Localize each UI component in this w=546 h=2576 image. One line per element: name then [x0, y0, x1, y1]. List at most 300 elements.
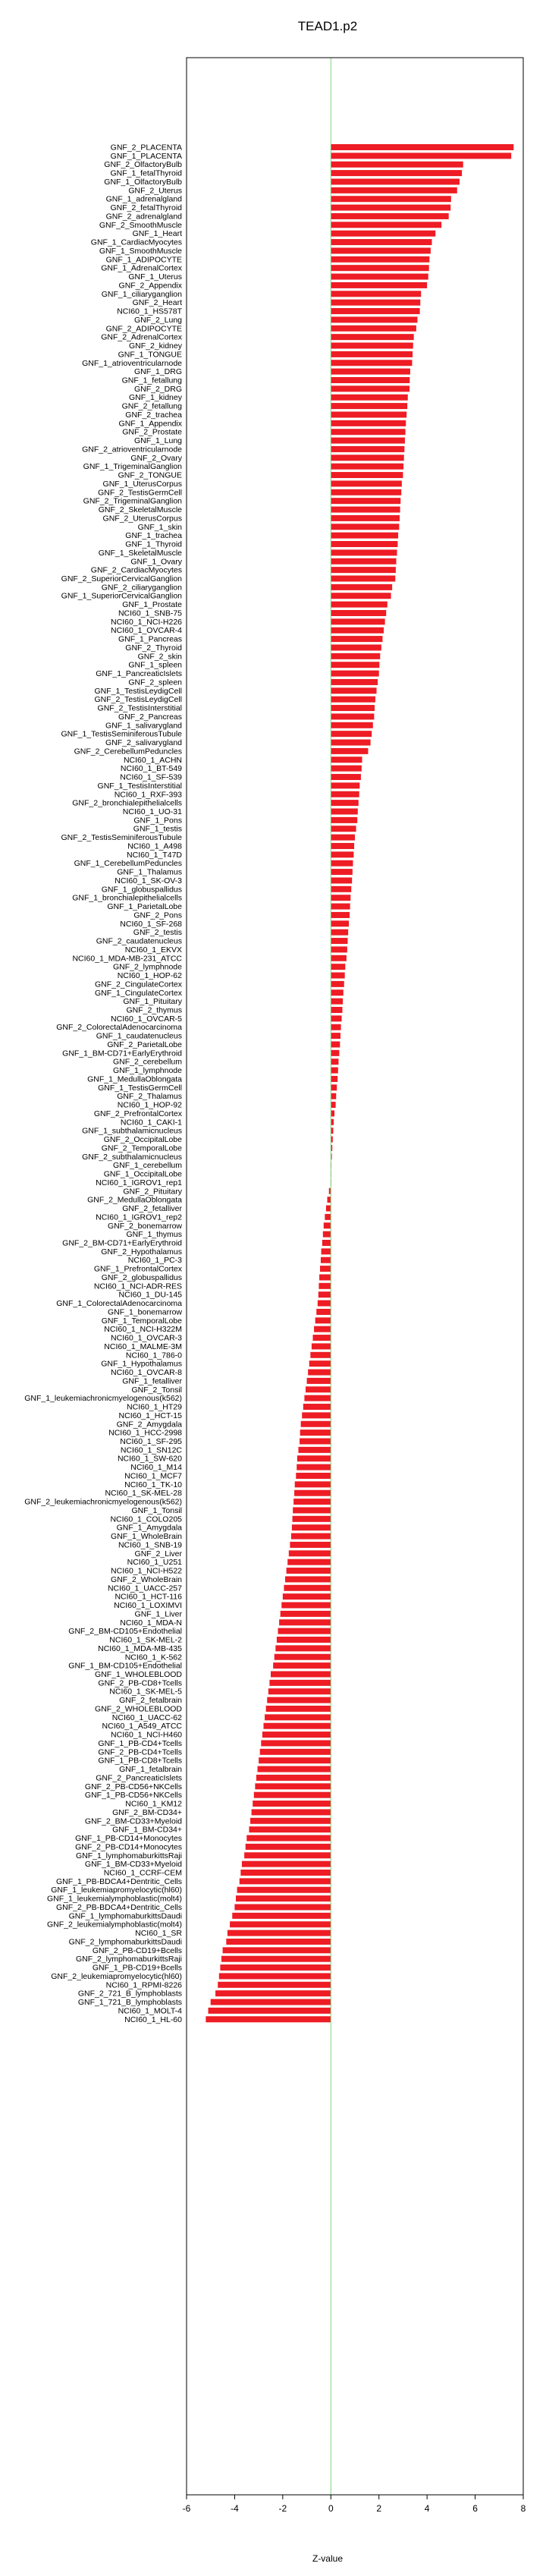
bar	[230, 1921, 331, 1927]
x-tick-label: -2	[278, 2503, 287, 2514]
bar	[269, 1680, 331, 1686]
category-label: NCI60_1_NCI-H226	[111, 617, 182, 627]
bar	[244, 1852, 331, 1858]
bar	[331, 817, 357, 823]
bar	[331, 558, 396, 565]
category-label: NCI60_1_NCI-ADR-RES	[93, 1282, 182, 1291]
bar	[302, 1412, 331, 1418]
bar	[325, 1214, 331, 1220]
bar	[331, 593, 391, 599]
bar	[287, 1568, 331, 1574]
category-label: GNF_1_UterusCorpus	[102, 479, 182, 489]
category-label: GNF_1_TestisGermCell	[98, 1083, 182, 1093]
category-label: NCI60_1_TK-10	[124, 1480, 182, 1489]
category-label: GNF_1_ColorectalAdenocarcinoma	[56, 1299, 182, 1309]
category-label: GNF_1_fetalbrain	[119, 1765, 182, 1775]
bar	[331, 222, 441, 228]
category-label: NCI60_1_IGROV1_rep2	[96, 1213, 182, 1222]
bar	[331, 835, 355, 841]
category-label: GNF_2_ADIPOCYTE	[105, 324, 182, 334]
category-label: GNF_2_OlfactoryBulb	[104, 160, 182, 170]
bar	[226, 1939, 331, 1945]
category-label: GNF_2_SkeletalMuscle	[98, 505, 182, 515]
category-label: GNF_1_fetalliver	[122, 1376, 182, 1386]
category-label: GNF_2_Thalamus	[117, 1092, 182, 1102]
category-label: GNF_2_Amygdala	[116, 1420, 182, 1430]
bar	[309, 1360, 331, 1367]
bar	[331, 826, 356, 832]
bar	[331, 576, 395, 582]
category-label: GNF_1_WholeBrain	[111, 1532, 182, 1542]
category-label: NCI60_1_NCI-H460	[111, 1730, 182, 1740]
x-tick-label: 0	[328, 2503, 334, 2514]
category-label: NCI60_1_HCT-116	[115, 1592, 182, 1602]
bar	[331, 869, 353, 875]
bar	[326, 1206, 331, 1212]
category-label: GNF_1_Liver	[134, 1609, 182, 1619]
category-label: GNF_1_lymphomaburkittsDaudi	[68, 1911, 182, 1921]
bar	[312, 1343, 331, 1349]
category-label: GNF_2_atrioventricularnode	[82, 445, 182, 454]
bar	[331, 247, 431, 253]
category-label: NCI60_1_SF-539	[120, 772, 182, 782]
category-label: GNF_2_lymphnode	[112, 962, 182, 972]
category-label: GNF_2_BM-CD33+Myeloid	[84, 1816, 182, 1826]
bar	[331, 851, 353, 857]
bar	[331, 170, 462, 176]
bar	[331, 489, 401, 495]
category-label: GNF_1_Prostate	[122, 600, 182, 610]
category-label: GNF_1_721_B_lymphoblasts	[77, 1998, 182, 2008]
bar	[304, 1395, 331, 1401]
category-label: GNF_1_ParietalLobe	[107, 902, 182, 912]
bar	[331, 524, 399, 530]
category-label: GNF_2_salivarygland	[105, 738, 182, 748]
category-label: GNF_2_OccipitalLobe	[103, 1135, 182, 1145]
bar	[300, 1439, 331, 1445]
category-label: GNF_2_Pituitary	[123, 1187, 182, 1197]
bar	[263, 1723, 331, 1729]
category-label: GNF_1_Ovary	[130, 557, 182, 567]
category-label: GNF_2_TestisSeminiferousTubule	[61, 833, 182, 843]
category-label: GNF_1_PancreaticIslets	[96, 669, 182, 679]
category-label: GNF_1_lymphnode	[112, 1066, 182, 1076]
category-label: GNF_1_Pancreas	[118, 634, 182, 644]
category-label: GNF_1_Uterus	[128, 272, 182, 282]
category-label: GNF_2_Appendix	[118, 281, 182, 291]
category-label: GNF_1_trachea	[125, 531, 182, 541]
category-label: GNF_1_PB-CD56+NKCells	[84, 1791, 182, 1801]
category-label: GNF_2_PB-CD19+Bcells	[92, 1945, 182, 1955]
bar	[331, 808, 358, 814]
bars-layer	[206, 144, 513, 2022]
bar	[300, 1430, 331, 1436]
bar	[206, 2016, 331, 2022]
category-label: GNF_1_fetalThyroid	[110, 168, 182, 178]
category-label: GNF_1_AdrenalCortex	[101, 263, 182, 273]
category-label: GNF_2_cerebellum	[112, 1057, 182, 1067]
category-label: NCI60_1_HOP-92	[117, 1100, 182, 1110]
category-label: NCI60_1_HT29	[127, 1402, 182, 1412]
bar	[236, 1895, 331, 1901]
category-label: GNF_2_CerebellumPeduncles	[74, 747, 182, 756]
bar	[262, 1731, 331, 1738]
bar	[331, 800, 358, 806]
bar	[306, 1386, 331, 1392]
bar	[223, 1947, 331, 1953]
bar	[266, 1706, 331, 1712]
category-label: NCI60_1_MDA-N	[120, 1618, 182, 1628]
category-label: GNF_2_leukemiachronicmyelogenous(k562)	[24, 1497, 182, 1507]
category-label: NCI60_1_RXF-393	[114, 790, 182, 800]
bar	[331, 929, 348, 936]
category-label: GNF_1_subthalamicnucleus	[82, 1126, 182, 1136]
bar	[331, 584, 392, 590]
category-label: NCI60_1_T47D	[127, 850, 182, 860]
bar	[331, 713, 374, 719]
bar	[331, 420, 406, 426]
x-tick-label: 8	[520, 2503, 526, 2514]
category-label: GNF_2_Lung	[133, 315, 182, 325]
category-label: GNF_2_PLACENTA	[110, 143, 182, 153]
bar	[331, 1024, 340, 1030]
bar	[297, 1455, 331, 1461]
bar	[322, 1240, 331, 1246]
bar	[331, 541, 397, 547]
bar	[246, 1835, 331, 1842]
category-label: GNF_1_fetallung	[121, 376, 182, 385]
category-label: GNF_2_TrigeminalGanglion	[83, 496, 182, 506]
bar	[331, 610, 386, 616]
bar	[234, 1904, 331, 1910]
bar	[308, 1370, 331, 1376]
bar	[331, 187, 457, 193]
category-label: GNF_1_Pituitary	[123, 997, 182, 1007]
category-label: NCI60_1_SF-268	[120, 919, 182, 929]
bar	[250, 1818, 331, 1824]
bar	[252, 1809, 331, 1815]
bar	[281, 1603, 331, 1609]
category-label: GNF_1_SmoothMuscle	[99, 246, 182, 256]
category-label: NCI60_1_SN12C	[120, 1445, 182, 1455]
category-label: GNF_2_SuperiorCervicalGanglion	[61, 574, 182, 583]
category-label: GNF_1_spleen	[128, 660, 182, 670]
bar	[331, 1015, 341, 1021]
bar	[242, 1861, 331, 1867]
bar	[331, 1007, 342, 1013]
x-tick-label: 4	[424, 2503, 430, 2514]
bar	[331, 351, 413, 357]
category-label: NCI60_1_PC-3	[127, 1256, 182, 1266]
category-label: GNF_1_TrigeminalGanglion	[83, 462, 182, 472]
category-label: GNF_2_thymus	[126, 1005, 182, 1015]
category-label: GNF_2_Tonsil	[131, 1385, 182, 1395]
bar	[331, 964, 345, 970]
category-label: GNF_1_PB-CD19+Bcells	[92, 1963, 182, 1973]
category-label: GNF_2_WHOLEBLOOD	[95, 1704, 182, 1714]
x-tick-label: -4	[231, 2503, 239, 2514]
x-axis-ticks	[183, 2495, 526, 2514]
bar	[331, 533, 398, 539]
category-label: GNF_1_Heart	[132, 229, 182, 239]
bar	[331, 705, 375, 711]
bar	[331, 886, 351, 892]
bar	[323, 1231, 331, 1238]
bar	[331, 498, 400, 504]
bar	[258, 1766, 331, 1772]
bar	[228, 1930, 331, 1936]
bar	[281, 1611, 331, 1617]
category-label: GNF_2_Heart	[132, 298, 182, 308]
category-label: GNF_2_BM-CD34+	[112, 1807, 182, 1817]
bar	[331, 722, 373, 728]
category-label: NCI60_1_CCRF-CEM	[103, 1868, 182, 1878]
category-label: GNF_2_Uterus	[128, 186, 182, 196]
category-label: GNF_2_lymphomaburkittsDaudi	[68, 1937, 182, 1947]
bar	[331, 895, 350, 901]
bar	[331, 213, 448, 219]
bar	[331, 282, 427, 288]
category-label: GNF_2_WholeBrain	[111, 1574, 182, 1584]
category-label: GNF_1_BM-CD33+Myeloid	[84, 1860, 182, 1870]
category-label: GNF_1_Thyroid	[125, 539, 182, 549]
bar	[331, 231, 435, 237]
bar	[221, 1956, 331, 1962]
category-label: GNF_2_Pons	[133, 911, 182, 920]
category-label: GNF_2_721_B_lymphoblasts	[77, 1989, 182, 1999]
bar	[211, 1999, 331, 2005]
bar	[279, 1619, 331, 1625]
category-label: GNF_2_CardiacMyocytes	[90, 565, 182, 575]
bar	[331, 981, 344, 987]
bar	[314, 1326, 331, 1332]
category-label: GNF_2_TestisLeydigCell	[94, 695, 182, 705]
bar	[331, 662, 379, 668]
bar	[321, 1257, 331, 1263]
bar	[294, 1490, 331, 1496]
bar	[331, 748, 368, 754]
bar	[331, 1119, 334, 1125]
bar	[232, 1913, 331, 1919]
bar	[331, 308, 419, 314]
bar	[240, 1878, 331, 1884]
category-label: NCI60_1_UACC-257	[107, 1584, 182, 1593]
category-label: NCI60_1_SNB-75	[118, 609, 182, 618]
bar	[331, 671, 378, 677]
category-label: NCI60_1_COLO205	[110, 1514, 182, 1524]
category-label: GNF_2_AdrenalCortex	[101, 332, 182, 342]
bar	[331, 653, 380, 659]
bar	[331, 446, 404, 452]
category-label: GNF_2_PB-CD14+Monocytes	[75, 1842, 182, 1852]
bar	[331, 567, 396, 573]
category-label: GNF_2_fetalThyroid	[110, 203, 182, 213]
bar	[331, 472, 403, 478]
bar	[328, 1197, 331, 1203]
category-label: GNF_2_adrenalgland	[105, 212, 182, 222]
category-label: GNF_2_UterusCorpus	[102, 514, 182, 524]
bar	[246, 1844, 331, 1850]
category-label: GNF_2_PrefrontalCortex	[93, 1109, 182, 1118]
category-label: GNF_1_TemporalLobe	[101, 1316, 182, 1326]
category-label: GNF_2_TestisInterstitial	[97, 703, 182, 713]
bar	[301, 1421, 331, 1427]
category-label: GNF_1_caudatenucleus	[96, 1031, 182, 1041]
category-label: GNF_1_CingulateCortex	[95, 988, 182, 998]
bar	[275, 1645, 331, 1651]
category-label: GNF_1_SkeletalMuscle	[98, 548, 182, 558]
category-label: GNF_2_ColorectalAdenocarcinoma	[56, 1023, 182, 1033]
x-tick-label: 6	[472, 2503, 478, 2514]
bar	[331, 429, 405, 435]
category-label: NCI60_1_K-562	[124, 1653, 182, 1662]
bar	[331, 756, 362, 763]
category-label: GNF_2_lymphomaburkittsRaji	[75, 1955, 182, 1964]
category-label: NCI60_1_LOXIMVI	[114, 1601, 182, 1611]
category-label: GNF_1_BM-CD34+	[112, 1825, 182, 1835]
bar	[331, 291, 421, 297]
category-label: GNF_1_SuperiorCervicalGanglion	[61, 591, 182, 601]
category-label: GNF_2_subthalamicnucleus	[82, 1152, 182, 1162]
bar	[319, 1274, 331, 1280]
bar	[285, 1576, 331, 1582]
bar	[256, 1775, 331, 1781]
category-label: GNF_1_cerebellum	[112, 1161, 182, 1171]
category-label: GNF_1_bonemarrow	[107, 1307, 182, 1317]
category-label: NCI60_1_HS578T	[117, 307, 182, 316]
category-label: GNF_1_MedullaOblongata	[87, 1074, 182, 1084]
bar	[331, 636, 382, 642]
bar	[331, 205, 450, 211]
category-label: GNF_1_PB-CD8+Tcells	[98, 1756, 182, 1766]
category-label: NCI60_1_OVCAR-3	[111, 1333, 182, 1343]
category-label: NCI60_1_EKVX	[124, 945, 182, 955]
category-label: NCI60_1_KM12	[125, 1799, 182, 1809]
category-label: GNF_1_Thalamus	[117, 867, 182, 877]
category-label: GNF_1_testis	[133, 824, 182, 834]
bar	[292, 1524, 331, 1530]
bar	[331, 618, 384, 624]
bar	[293, 1507, 331, 1513]
category-label: NCI60_1_SK-OV-3	[115, 876, 182, 885]
category-label: GNF_2_bonemarrow	[107, 1221, 182, 1231]
category-label: GNF_1_leukemialymphoblastic(molt4)	[47, 1894, 182, 1904]
bar	[331, 644, 381, 650]
category-label: GNF_2_spleen	[128, 678, 182, 687]
bar	[331, 1076, 337, 1082]
bar	[277, 1637, 331, 1643]
bar	[237, 1887, 331, 1893]
bar	[271, 1671, 331, 1677]
category-label: GNF_1_Hypothalamus	[101, 1359, 182, 1369]
bar	[331, 774, 361, 780]
category-label: GNF_1_CerebellumPeduncles	[74, 859, 182, 869]
category-label: GNF_2_testis	[133, 928, 182, 938]
category-label: NCI60_1_ACHN	[123, 755, 182, 765]
category-label: GNF_1_PrefrontalCortex	[93, 1264, 182, 1274]
bar	[322, 1248, 331, 1254]
category-label: GNF_1_OccipitalLobe	[103, 1169, 182, 1179]
category-label: GNF_2_TemporalLobe	[101, 1143, 182, 1153]
category-label: GNF_1_DRG	[133, 367, 182, 377]
bar	[331, 377, 410, 383]
bar	[331, 316, 417, 322]
category-label: GNF_2_BM-CD71+EarlyErythroid	[62, 1238, 182, 1248]
category-label: GNF_2_Thyroid	[125, 643, 182, 653]
x-axis-title: Z-value	[312, 2553, 344, 2564]
bar	[267, 1697, 331, 1703]
category-label: NCI60_1_SK-MEL-2	[109, 1635, 182, 1645]
bar	[331, 369, 410, 375]
category-label: NCI60_1_MALME-3M	[104, 1341, 182, 1351]
bar	[331, 1102, 335, 1108]
bar	[331, 464, 403, 470]
category-label: GNF_2_MedullaOblongata	[87, 1195, 182, 1205]
category-label: GNF_2_skin	[137, 652, 182, 662]
category-label: NCI60_1_SNB-19	[118, 1540, 182, 1550]
bar	[284, 1585, 331, 1591]
bar	[265, 1714, 331, 1720]
bar	[307, 1378, 331, 1384]
bar	[219, 1973, 331, 1979]
category-label: GNF_1_skin	[137, 522, 182, 532]
category-label: GNF_1_globuspallidus	[101, 885, 182, 895]
category-label: GNF_1_Pons	[133, 816, 182, 826]
bar	[297, 1464, 331, 1470]
bar	[215, 1990, 331, 1996]
bar	[303, 1404, 331, 1410]
category-label: GNF_1_WHOLEBLOOD	[95, 1669, 182, 1679]
bar	[331, 549, 397, 555]
category-label: GNF_2_trachea	[125, 410, 182, 420]
category-label: GNF_2_TestisGermCell	[98, 488, 182, 498]
category-label: NCI60_1_OVCAR-5	[111, 1014, 182, 1024]
bar	[318, 1291, 331, 1297]
category-label: GNF_1_ADIPOCYTE	[105, 255, 182, 265]
bar	[324, 1222, 331, 1228]
bar	[313, 1335, 331, 1341]
bar	[331, 196, 451, 202]
bar	[331, 438, 405, 444]
category-label: GNF_2_ParietalLobe	[107, 1040, 182, 1049]
category-label: GNF_2_CingulateCortex	[95, 980, 182, 989]
category-label: NCI60_1_UO-31	[122, 807, 182, 816]
category-label: GNF_2_SmoothMuscle	[99, 220, 182, 230]
category-label: GNF_1_OlfactoryBulb	[104, 177, 182, 187]
bar	[331, 679, 378, 685]
category-label: NCI60_1_SR	[135, 1929, 182, 1939]
bar	[315, 1317, 331, 1323]
bar	[240, 1870, 331, 1876]
bar	[331, 1050, 339, 1056]
category-label: NCI60_1_SK-MEL-5	[109, 1687, 182, 1697]
category-label: GNF_1_thymus	[126, 1230, 182, 1240]
bar	[331, 1058, 338, 1065]
bar	[331, 454, 403, 461]
category-label: GNF_1_PLACENTA	[110, 151, 182, 161]
category-label: GNF_2_fetalbrain	[119, 1696, 182, 1706]
bar	[316, 1309, 331, 1315]
bar	[331, 1041, 340, 1047]
category-label: NCI60_1_MDA-MB-435	[98, 1643, 182, 1653]
bar	[331, 1033, 340, 1039]
category-label: NCI60_1_HL-60	[124, 2015, 182, 2024]
bar	[331, 256, 429, 263]
bar	[331, 989, 343, 995]
bar	[331, 360, 412, 366]
category-label: NCI60_1_786-0	[125, 1351, 182, 1360]
bar	[318, 1301, 331, 1307]
